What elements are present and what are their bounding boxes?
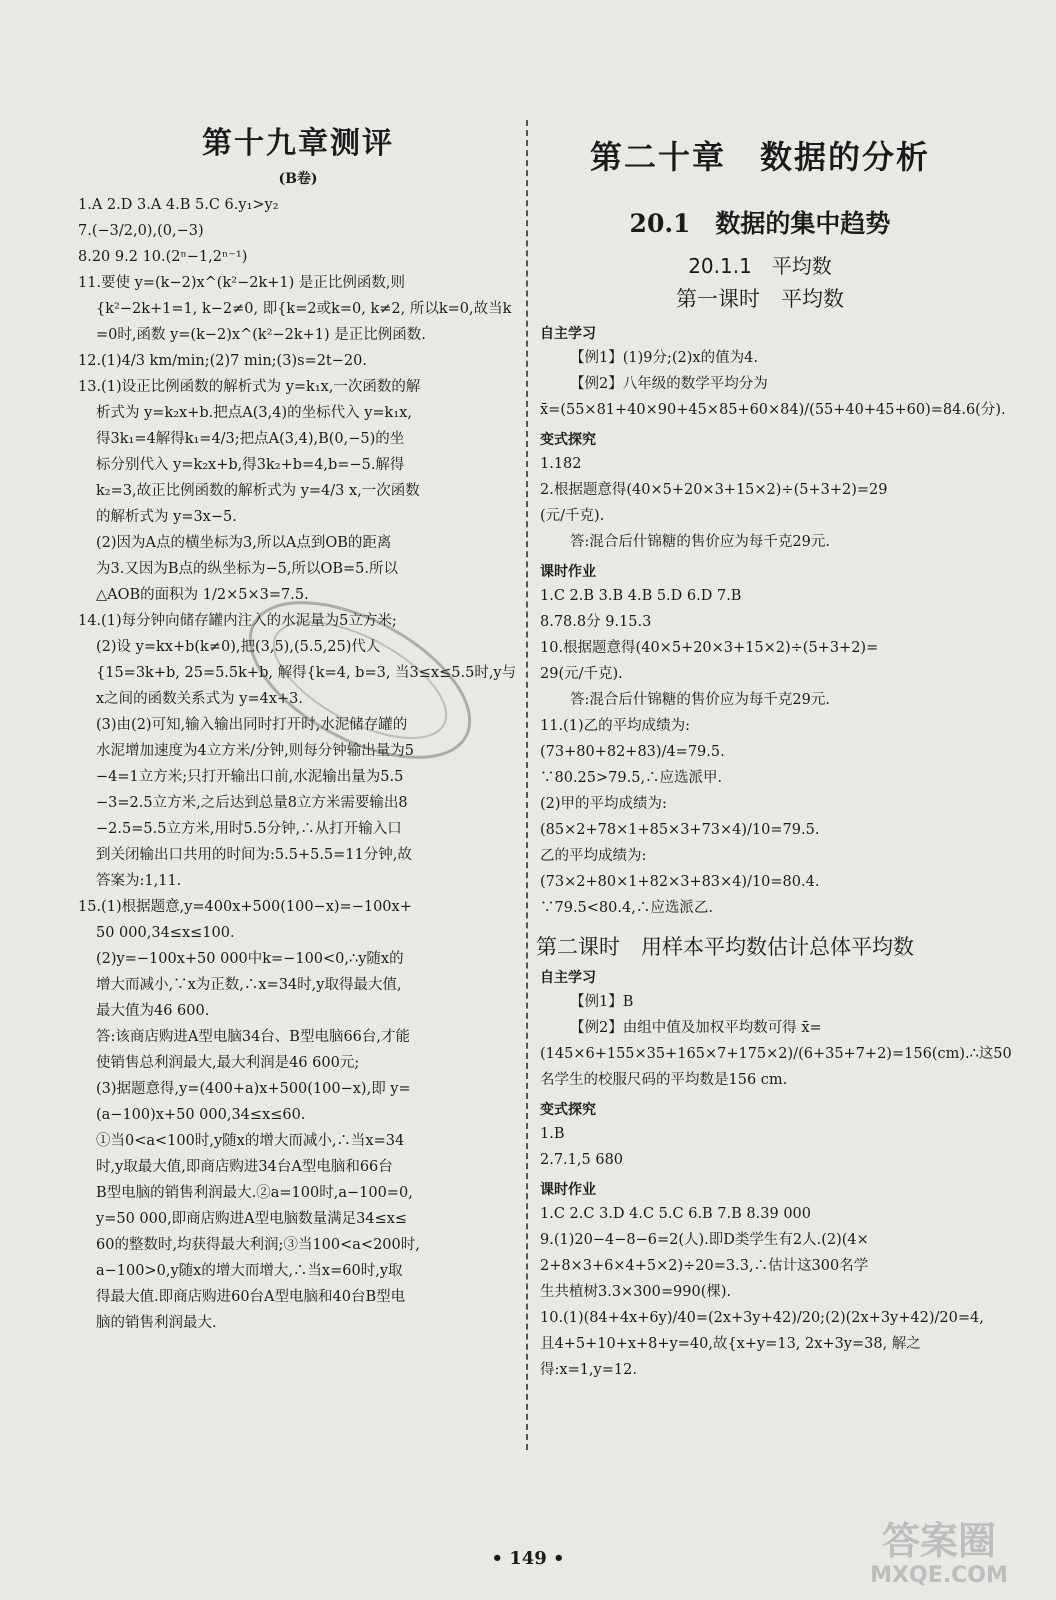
answer-line: △AOB的面积为 1/2×5×3=7.5. bbox=[96, 587, 309, 603]
lesson2-zizhu-label: 自主学习 bbox=[540, 970, 596, 986]
section-title: 20.1 数据的集中趋势 bbox=[629, 209, 891, 238]
answer-line: 到关闭输出口共用的时间为:5.5+5.5=11分钟,故 bbox=[96, 847, 412, 863]
answer-line: (a−100)x+50 000,34≤x≤60. bbox=[96, 1107, 306, 1123]
answer-line: 析式为 y=k₂x+b.把点A(3,4)的坐标代入 y=k₁x, bbox=[96, 405, 412, 421]
answer-line: 1.182 bbox=[540, 456, 582, 472]
answer-line: (2)设 y=kx+b(k≠0),把(3,5),(5.5,25)代人 bbox=[96, 639, 381, 655]
answer-line: (元/千克). bbox=[540, 508, 605, 524]
answer-line: (73×2+80×1+82×3+83×4)/10=80.4. bbox=[540, 874, 820, 890]
answer-line: =0时,函数 y=(k−2)x^(k²−2k+1) 是正比例函数. bbox=[96, 327, 426, 343]
answer-line: x̄=(55×81+40×90+45×85+60×84)/(55+40+45+60)=84.6(分). bbox=[540, 402, 1006, 418]
left-answer-lines bbox=[78, 192, 518, 1336]
left-column bbox=[78, 110, 518, 1336]
answer-line: ①当0<a<100时,y随x的增大而减小,∴当x=34 bbox=[96, 1133, 405, 1149]
answer-line: (2)甲的平均成绩为: bbox=[540, 796, 667, 812]
answer-line: 【例2】八年级的数学平均分为 bbox=[570, 376, 768, 392]
answer-line: −4=1立方米;只打开输出口前,水泥输出量为5.5 bbox=[96, 769, 404, 785]
answer-line: 50 000,34≤x≤100. bbox=[96, 925, 235, 941]
column-divider bbox=[526, 120, 528, 1450]
chapter-19-title: 第十九章测评 bbox=[202, 126, 394, 161]
answer-line: 15.(1)根据题意,y=400x+500(100−x)=−100x+ bbox=[78, 899, 412, 915]
answer-line: ∵80.25>79.5,∴应选派甲. bbox=[540, 770, 723, 786]
answer-line: 13.(1)设正比例函数的解析式为 y=k₁x,一次函数的解 bbox=[78, 379, 421, 395]
answer-line: 的解析式为 y=3x−5. bbox=[96, 509, 237, 525]
answer-line: 答案为:1,11. bbox=[96, 873, 182, 889]
lesson1-zizhu-label: 自主学习 bbox=[540, 326, 596, 342]
answer-line: (3)由(2)可知,输入输出同时打开时,水泥储存罐的 bbox=[96, 717, 408, 733]
answer-line: 水泥增加速度为4立方米/分钟,则每分钟输出量为5 bbox=[96, 743, 414, 759]
answer-line: 2.根据题意得(40×5+20×3+15×2)÷(5+3+2)=29 bbox=[540, 482, 888, 498]
answer-line: 8.78.8分 9.15.3 bbox=[540, 614, 652, 630]
answer-line: a−100>0,y随x的增大而增大,∴当x=60时,y取 bbox=[96, 1263, 403, 1279]
answer-line: 12.(1)4/3 km/min;(2)7 min;(3)s=2t−20. bbox=[78, 353, 367, 369]
answer-line: 得最大值.即商店购进60台A型电脑和40台B型电 bbox=[96, 1289, 406, 1305]
answer-line: {k²−2k+1=1, k−2≠0, 即{k=2或k=0, k≠2, 所以k=0,故当k bbox=[96, 301, 512, 317]
answer-line: 乙的平均成绩为: bbox=[540, 848, 647, 864]
answer-line: (3)据题意得,y=(400+a)x+500(100−x),即 y= bbox=[96, 1081, 411, 1097]
lesson2-bianshi-lines bbox=[540, 1121, 980, 1173]
answer-line: B型电脑的销售利润最大.②a=100时,a−100=0, bbox=[96, 1185, 413, 1201]
answer-line: 得3k₁=4解得k₁=4/3;把点A(3,4),B(0,−5)的坐 bbox=[96, 431, 405, 447]
answer-line: 生共植树3.3×300=990(棵). bbox=[540, 1284, 732, 1300]
answer-line: k₂=3,故正比例函数的解析式为 y=4/3 x,一次函数 bbox=[96, 483, 420, 499]
answer-line: 2.7.1,5 680 bbox=[540, 1152, 624, 1168]
lesson2-bianshi-label: 变式探究 bbox=[540, 1102, 596, 1118]
logo-url-text: MXQE.COM bbox=[870, 1563, 1008, 1588]
lesson2-title: 第二课时 用样本平均数估计总体平均数 bbox=[536, 935, 914, 959]
lesson1-zizhu-lines bbox=[540, 345, 1006, 423]
answer-line: 答:混合后什锦糖的售价应为每千克29元. bbox=[570, 534, 830, 550]
answer-line: 【例2】由组中值及加权平均数可得 x̄= bbox=[570, 1020, 822, 1036]
answer-line: 标分别代入 y=k₂x+b,得3k₂+b=4,b=−5.解得 bbox=[96, 457, 405, 473]
answer-line: 答:混合后什锦糖的售价应为每千克29元. bbox=[570, 692, 830, 708]
page-number: • 149 • bbox=[491, 1548, 565, 1569]
answer-line: 增大而减小,∵x为正数,∴x=34时,y取得最大值, bbox=[96, 977, 402, 993]
answer-line: ∵79.5<80.4,∴应选派乙. bbox=[540, 900, 713, 916]
lesson1-bianshi-lines bbox=[540, 451, 980, 555]
lesson2-keshi-lines bbox=[540, 1201, 984, 1383]
right-column bbox=[536, 110, 1012, 1383]
answer-line: 时,y取最大值,即商店购进34台A型电脑和66台 bbox=[96, 1159, 393, 1175]
answer-line: 2+8×3+6×4+5×2)÷20=3.3,∴估计这300名学 bbox=[540, 1258, 869, 1274]
lesson2-zizhu-lines bbox=[540, 989, 1012, 1093]
site-logo bbox=[844, 1510, 1034, 1588]
answer-line: (73+80+82+83)/4=79.5. bbox=[540, 744, 725, 760]
answer-line: 1.A 2.D 3.A 4.B 5.C 6.y₁>y₂ bbox=[78, 197, 279, 213]
answer-line: 60的整数时,均获得最大利润;③当100<a<200时, bbox=[96, 1237, 420, 1253]
answer-line: (145×6+155×35+165×7+175×2)/(6+35+7+2)=156(cm).∴这50 bbox=[540, 1046, 1012, 1062]
answer-line: −2.5=5.5立方米,用时5.5分钟,∴从打开输入口 bbox=[96, 821, 402, 837]
answer-line: 9.(1)20−4−8−6=2(人).即D类学生有2人.(2)(4× bbox=[540, 1232, 869, 1248]
lesson1-keshi-lines bbox=[540, 583, 980, 921]
answer-line: 29(元/千克). bbox=[540, 666, 623, 682]
subsection-title: 20.1.1 平均数 bbox=[688, 254, 832, 278]
answer-line: 14.(1)每分钟向储存罐内注入的水泥量为5立方米; bbox=[78, 613, 397, 629]
answer-line: {15=3k+b, 25=5.5k+b, 解得{k=4, b=3, 当3≤x≤5.5时,y与 bbox=[96, 665, 517, 681]
answer-line: 脑的销售利润最大. bbox=[96, 1315, 217, 1331]
chapter-20-title: 第二十章 数据的分析 bbox=[589, 138, 930, 176]
answer-line: 11.(1)乙的平均成绩为: bbox=[540, 718, 690, 734]
lesson2-keshi-label: 课时作业 bbox=[540, 1182, 596, 1198]
answer-line: x之间的函数关系式为 y=4x+3. bbox=[96, 691, 304, 707]
answer-line: 1.C 2.B 3.B 4.B 5.D 6.D 7.B bbox=[540, 588, 742, 604]
answer-line: 且4+5+10+x+8+y=40,故{x+y=13, 2x+3y=38, 解之 bbox=[540, 1336, 921, 1352]
answer-line: 答:该商店购进A型电脑34台、B型电脑66台,才能 bbox=[96, 1029, 411, 1045]
answer-line: −3=2.5立方米,之后达到总量8立方米需要输出8 bbox=[96, 795, 408, 811]
answer-line: 【例1】(1)9分;(2)x的值为4. bbox=[570, 350, 758, 366]
answer-line: 8.20 9.2 10.(2ⁿ−1,2ⁿ⁻¹) bbox=[78, 249, 248, 265]
answer-line: 得:x=1,y=12. bbox=[540, 1362, 637, 1378]
answer-line: 最大值为46 600. bbox=[96, 1003, 210, 1019]
answer-line: (2)y=−100x+50 000中k=−100<0,∴y随x的 bbox=[96, 951, 404, 967]
answer-line: y=50 000,即商店购进A型电脑数量满足34≤x≤ bbox=[96, 1211, 408, 1227]
lesson1-bianshi-label: 变式探究 bbox=[540, 432, 596, 448]
answer-line: 10.(1)(84+4x+6y)/40=(2x+3y+42)/20;(2)(2x+3y+42)/20=4, bbox=[540, 1310, 984, 1326]
answer-line: 7.(−3/2,0),(0,−3) bbox=[78, 223, 204, 239]
answer-line: 为3.又因为B点的纵坐标为−5,所以OB=5.所以 bbox=[96, 561, 398, 577]
answer-line: 1.B bbox=[540, 1126, 565, 1142]
answer-line: 名学生的校服尺码的平均数是156 cm. bbox=[540, 1072, 788, 1088]
answer-line: 11.要使 y=(k−2)x^(k²−2k+1) 是正比例函数,则 bbox=[78, 275, 405, 291]
logo-main-text: 答案圈 bbox=[881, 1519, 997, 1563]
lesson1-title: 第一课时 平均数 bbox=[676, 287, 844, 311]
answer-line: 【例1】B bbox=[570, 994, 634, 1010]
answer-line: (85×2+78×1+85×3+73×4)/10=79.5. bbox=[540, 822, 820, 838]
answer-line: 使销售总利润最大,最大利润是46 600元; bbox=[96, 1055, 360, 1071]
answer-line: 10.根据题意得(40×5+20×3+15×2)÷(5+3+2)= bbox=[540, 640, 879, 656]
answer-line: (2)因为A点的横坐标为3,所以A点到OB的距离 bbox=[96, 535, 392, 551]
lesson1-keshi-label: 课时作业 bbox=[540, 564, 596, 580]
answer-line: 1.C 2.C 3.D 4.C 5.C 6.B 7.B 8.39 000 bbox=[540, 1206, 811, 1222]
paper-b-subtitle: (B卷) bbox=[278, 171, 318, 187]
